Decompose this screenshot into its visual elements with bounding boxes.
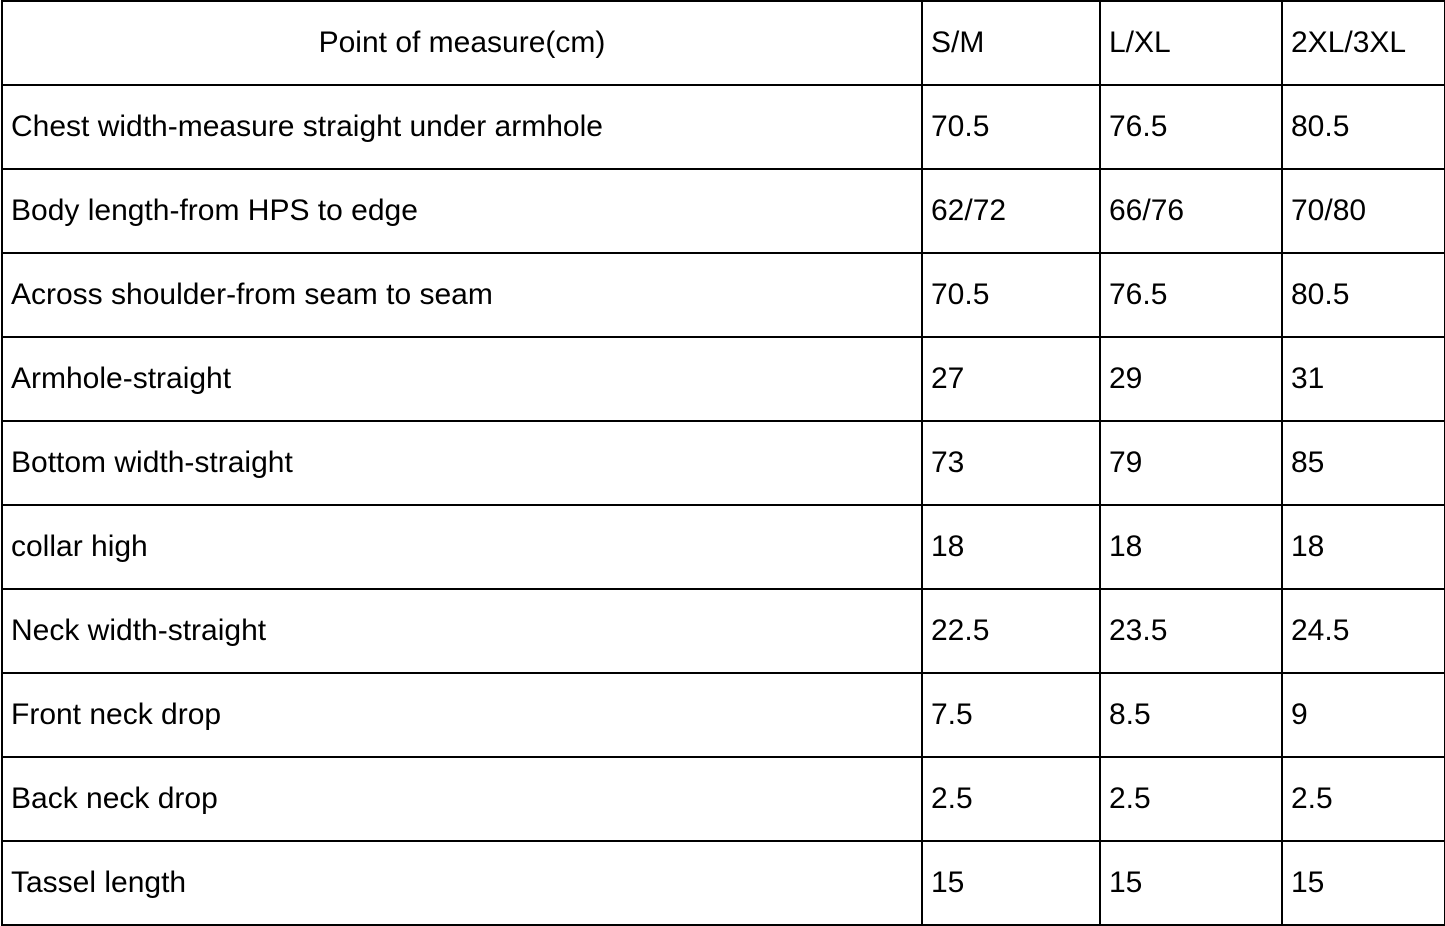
row-value-lxl: 8.5 — [1100, 673, 1282, 757]
table-row — [2, 841, 1445, 925]
row-label: Armhole-straight — [2, 337, 922, 421]
table-row — [2, 421, 1445, 505]
column-header-sm: S/M — [922, 1, 1100, 85]
row-value-sm: 15 — [922, 841, 1100, 925]
table-row — [2, 757, 1445, 841]
row-value-2xl3xl: 80.5 — [1282, 253, 1445, 337]
table-row — [2, 85, 1445, 169]
row-label: Front neck drop — [2, 673, 922, 757]
row-value-2xl3xl: 80.5 — [1282, 85, 1445, 169]
row-label: Back neck drop — [2, 757, 922, 841]
row-value-lxl: 76.5 — [1100, 85, 1282, 169]
row-value-sm: 70.5 — [922, 253, 1100, 337]
row-value-sm: 18 — [922, 505, 1100, 589]
table-row — [2, 589, 1445, 673]
row-value-2xl3xl: 9 — [1282, 673, 1445, 757]
row-value-2xl3xl: 15 — [1282, 841, 1445, 925]
table-row — [2, 169, 1445, 253]
row-value-lxl: 29 — [1100, 337, 1282, 421]
row-value-sm: 62/72 — [922, 169, 1100, 253]
table-row — [2, 505, 1445, 589]
row-value-lxl: 76.5 — [1100, 253, 1282, 337]
column-header-point-of-measure: Point of measure(cm) — [2, 1, 922, 85]
row-label: Tassel length — [2, 841, 922, 925]
row-label: Chest width-measure straight under armhole — [2, 85, 922, 169]
column-header-2xl3xl: 2XL/3XL — [1282, 1, 1445, 85]
row-value-2xl3xl: 2.5 — [1282, 757, 1445, 841]
row-label: Bottom width-straight — [2, 421, 922, 505]
row-value-lxl: 66/76 — [1100, 169, 1282, 253]
row-value-sm: 73 — [922, 421, 1100, 505]
row-value-sm: 27 — [922, 337, 1100, 421]
size-measurement-table — [1, 0, 1445, 926]
row-label: collar high — [2, 505, 922, 589]
table-row — [2, 337, 1445, 421]
table-header-row — [2, 1, 1445, 85]
row-value-2xl3xl: 24.5 — [1282, 589, 1445, 673]
table-row — [2, 673, 1445, 757]
row-value-2xl3xl: 31 — [1282, 337, 1445, 421]
row-value-2xl3xl: 70/80 — [1282, 169, 1445, 253]
table-row — [2, 253, 1445, 337]
row-label: Across shoulder-from seam to seam — [2, 253, 922, 337]
row-value-lxl: 18 — [1100, 505, 1282, 589]
row-value-sm: 2.5 — [922, 757, 1100, 841]
column-header-lxl: L/XL — [1100, 1, 1282, 85]
row-value-sm: 22.5 — [922, 589, 1100, 673]
row-value-sm: 70.5 — [922, 85, 1100, 169]
row-value-sm: 7.5 — [922, 673, 1100, 757]
row-label: Neck width-straight — [2, 589, 922, 673]
row-value-lxl: 15 — [1100, 841, 1282, 925]
row-value-lxl: 2.5 — [1100, 757, 1282, 841]
row-value-lxl: 23.5 — [1100, 589, 1282, 673]
row-value-2xl3xl: 85 — [1282, 421, 1445, 505]
row-label: Body length-from HPS to edge — [2, 169, 922, 253]
row-value-lxl: 79 — [1100, 421, 1282, 505]
row-value-2xl3xl: 18 — [1282, 505, 1445, 589]
